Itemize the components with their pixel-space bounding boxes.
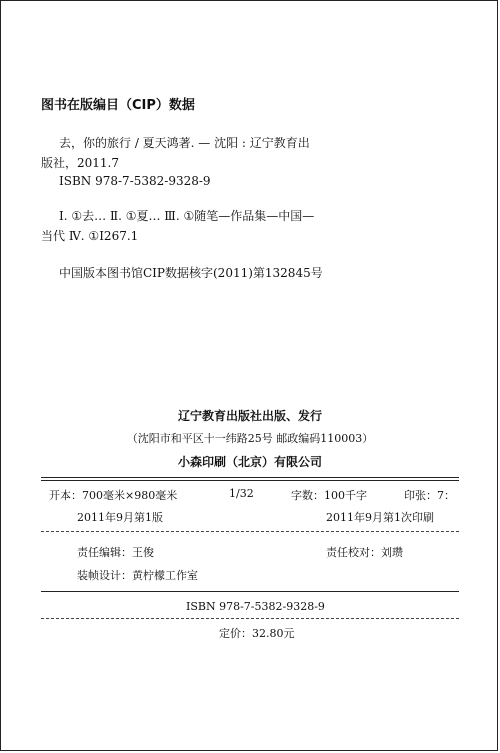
spec-sheets: 印张：7： — [404, 489, 455, 502]
spec-printing: 2011年9月第1次印刷 — [326, 511, 434, 524]
footer-isbn: ISBN 978-7-5382-9328-9 — [186, 600, 325, 613]
divider-top — [41, 477, 459, 478]
printer-name: 小森印刷（北京）有限公司 — [177, 455, 322, 469]
cip-line-1: 去，你的旅行 / 夏天鸿著. — 沈阳 : 辽宁教育出 — [59, 136, 310, 150]
divider-top-double — [41, 480, 459, 481]
divider-middle — [41, 591, 459, 592]
cip-classification-2: 当代 Ⅳ. ①I267.1 — [41, 229, 139, 243]
credit-editor: 责任编辑：王俊 — [77, 546, 154, 559]
spec-format: 开本：700毫米×980毫米 — [49, 489, 178, 502]
divider-dashed-1 — [41, 531, 459, 532]
publisher-name: 辽宁教育出版社出版、发行 — [177, 409, 322, 423]
publisher-address: （沈阳市和平区十一纬路25号 邮政编码110003） — [126, 432, 374, 445]
cip-core-number: 中国版本图书馆CIP数据核字(2011)第132845号 — [59, 266, 323, 280]
spec-fold: 1/32 — [229, 487, 254, 500]
spec-edition: 2011年9月第1版 — [77, 511, 163, 524]
cip-line-2: 版社，2011.7 — [41, 156, 119, 170]
credit-designer: 装帧设计：黄柠檬工作室 — [77, 569, 198, 582]
cip-classification-1: Ⅰ. ①去… Ⅱ. ①夏… Ⅲ. ①随笔—作品集—中国— — [59, 209, 315, 223]
cip-title: 图书在版编目（CIP）数据 — [41, 98, 195, 113]
spec-words: 字数：100千字 — [291, 489, 367, 502]
cip-isbn: ISBN 978-7-5382-9328-9 — [59, 174, 211, 188]
price: 定价：32.80元 — [219, 627, 295, 640]
divider-dashed-2 — [41, 618, 459, 619]
credit-proofreader: 责任校对：刘瓒 — [326, 546, 403, 559]
